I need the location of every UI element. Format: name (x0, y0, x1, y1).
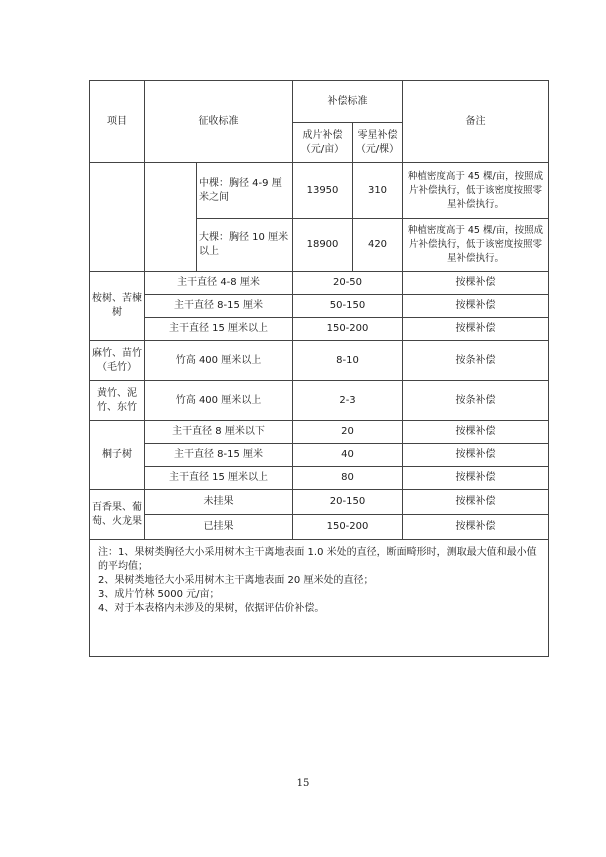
remark-cell: 按棵补偿 (403, 444, 549, 467)
standard-cell: 中棵：胸径 4-9 厘米之间 (197, 163, 293, 219)
scattered-value: 310 (353, 163, 403, 219)
bulk-value: 13950 (293, 163, 353, 219)
standard-cell: 主干直径 4-8 厘米 (145, 272, 293, 295)
header-remark: 备注 (403, 81, 549, 163)
table-row (90, 272, 549, 295)
standard-cell: 已挂果 (145, 515, 293, 540)
value-cell: 8-10 (293, 341, 403, 381)
value-cell: 20-50 (293, 272, 403, 295)
table-row (90, 318, 549, 341)
table-row (90, 515, 549, 540)
table-row (90, 341, 549, 381)
table-row (90, 421, 549, 444)
value-cell: 2-3 (293, 381, 403, 421)
value-cell: 20 (293, 421, 403, 444)
item-cell: 百香果、葡萄、火龙果 (90, 490, 145, 540)
standard-cell: 主干直径 8-15 厘米 (145, 295, 293, 318)
remark-cell: 按棵补偿 (403, 318, 549, 341)
remark-cell: 按棵补偿 (403, 295, 549, 318)
item-cell: 黄竹、泥竹、东竹 (90, 381, 145, 421)
standard-cell: 未挂果 (145, 490, 293, 515)
value-cell: 80 (293, 467, 403, 490)
value-cell: 150-200 (293, 318, 403, 341)
header-comp-standard: 补偿标准 (293, 81, 403, 123)
header-bulk: 成片补偿 (302, 129, 343, 141)
item-cell: 桐子树 (90, 421, 145, 490)
value-cell: 150-200 (293, 515, 403, 540)
standard-cell: 主干直径 15 厘米以上 (145, 318, 293, 341)
table-row (90, 295, 549, 318)
header-bulk-unit: （元/亩） (300, 143, 345, 155)
value-cell: 50-150 (293, 295, 403, 318)
remark-cell: 按棵补偿 (403, 515, 549, 540)
header-scattered: 零星补偿 (357, 129, 398, 141)
remark-cell: 按棵补偿 (403, 272, 549, 295)
table-row (90, 490, 549, 515)
page-number: 15 (296, 778, 310, 789)
compensation-table (89, 80, 549, 657)
remark-cell: 按棵补偿 (403, 421, 549, 444)
notes-row (90, 540, 549, 657)
sub-item-cell-continued (145, 163, 197, 272)
standard-cell: 主干直径 8 厘米以下 (145, 421, 293, 444)
table-row (90, 381, 549, 421)
header-standard: 征收标准 (145, 81, 293, 163)
header-row-1 (90, 81, 549, 123)
value-cell: 40 (293, 444, 403, 467)
item-cell: 桉树、苦楝树 (90, 272, 145, 341)
notes-cell (90, 540, 549, 657)
table-row (90, 444, 549, 467)
standard-cell: 主干直径 15 厘米以上 (145, 467, 293, 490)
bulk-value: 18900 (293, 219, 353, 272)
note-line: 4、对于本表格内未涉及的果树，依据评估价补偿。 (98, 603, 325, 614)
remark-cell: 种植密度高于 45 棵/亩，按照成片补偿执行，低于该密度按照零星补偿执行。 (403, 219, 549, 272)
header-scattered-cell (353, 123, 403, 163)
table-row (90, 163, 549, 219)
standard-cell: 竹高 400 厘米以上 (145, 381, 293, 421)
item-cell: 麻竹、苗竹（毛竹） (90, 341, 145, 381)
table-row (90, 467, 549, 490)
standard-cell: 主干直径 8-15 厘米 (145, 444, 293, 467)
header-scattered-unit: （元/棵） (355, 143, 400, 155)
remark-cell: 按棵补偿 (403, 467, 549, 490)
header-bulk-cell (293, 123, 353, 163)
standard-cell: 竹高 400 厘米以上 (145, 341, 293, 381)
remark-cell: 按条补偿 (403, 381, 549, 421)
value-cell: 20-150 (293, 490, 403, 515)
item-cell-continued (90, 163, 145, 272)
remark-cell: 按棵补偿 (403, 490, 549, 515)
scattered-value: 420 (353, 219, 403, 272)
note-line: 2、果树类地径大小采用树木主干离地表面 20 厘米处的直径； (98, 575, 374, 586)
remark-cell: 种植密度高于 45 棵/亩，按照成片补偿执行，低于该密度按照零星补偿执行。 (403, 163, 549, 219)
note-line: 3、成片竹林 5000 元/亩； (98, 589, 220, 600)
standard-cell: 大棵：胸径 10 厘米以上 (197, 219, 293, 272)
note-line: 注：1、果树类胸径大小采用树木主干离地表面 1.0 米处的直径，断面畸形时，测取最大值和最小值的平均值； (98, 547, 537, 572)
header-item: 项目 (90, 81, 145, 163)
remark-cell: 按条补偿 (403, 341, 549, 381)
